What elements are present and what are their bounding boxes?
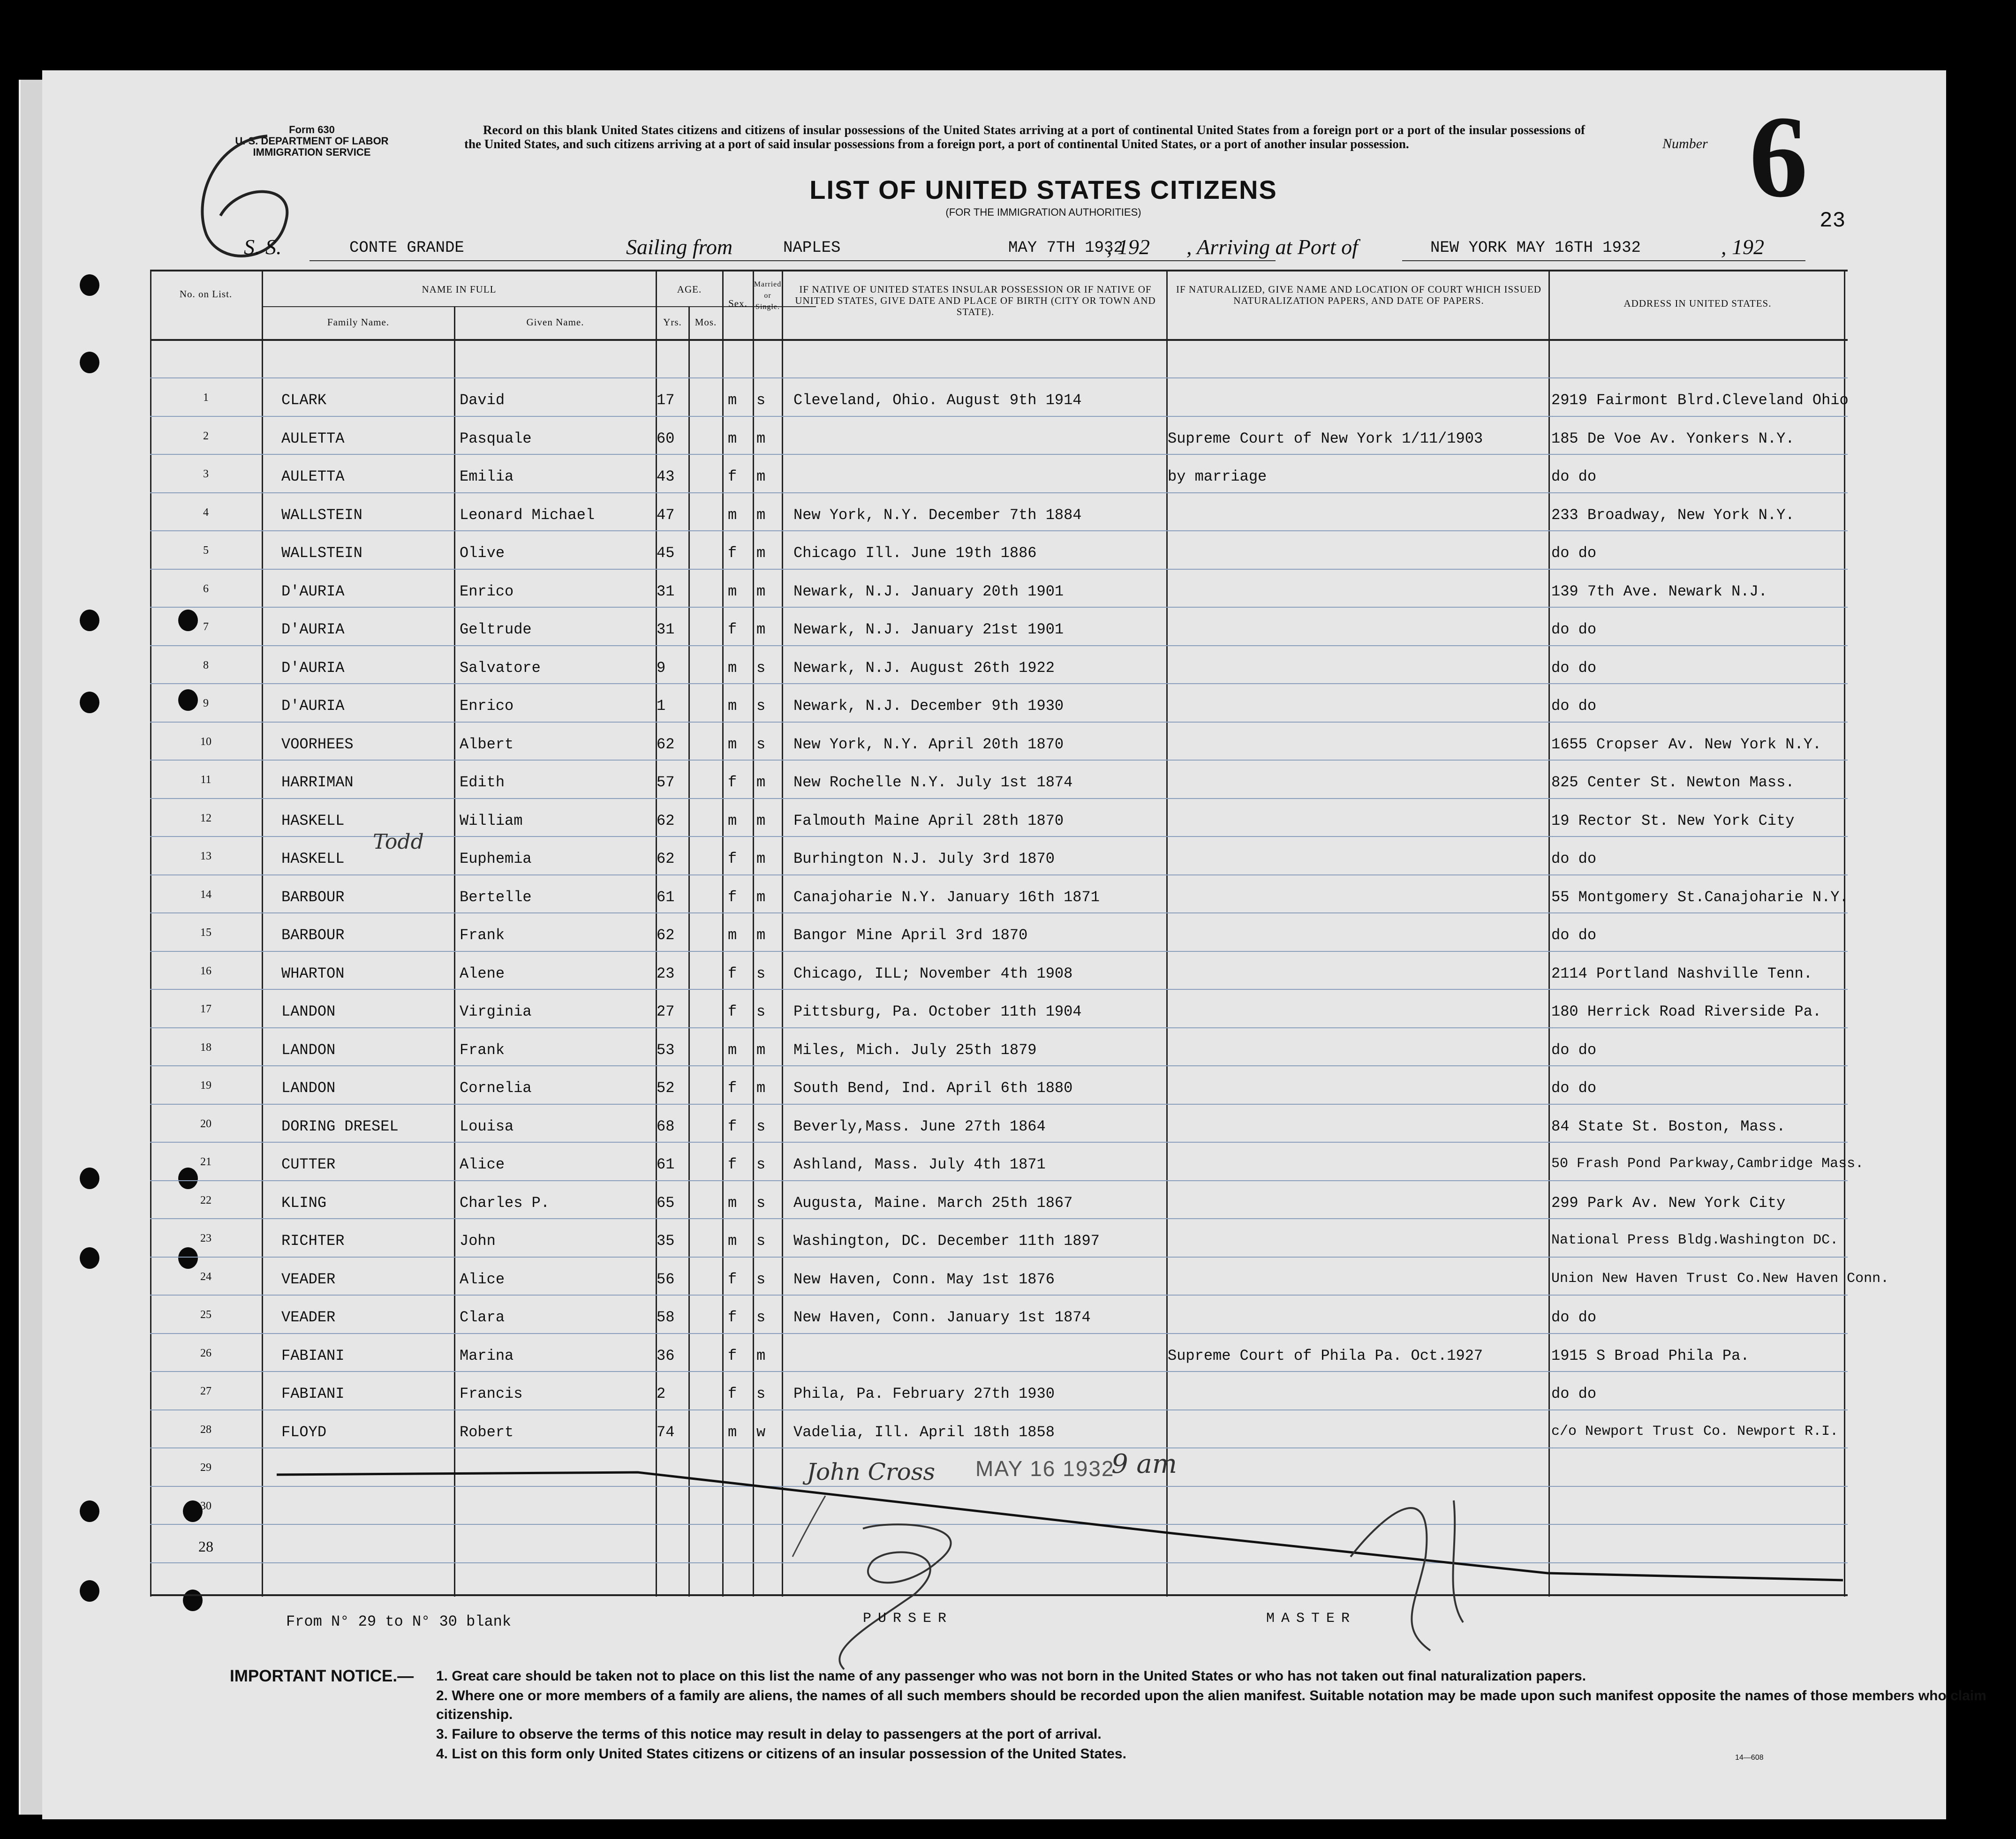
age-years: 45 (657, 544, 675, 562)
marital-status: m (756, 927, 766, 944)
family-name: D'AURIA (281, 582, 345, 600)
marital-status: s (756, 1385, 766, 1402)
us-address: 2114 Portland Nashville Tenn. (1551, 965, 1812, 982)
age-years: 43 (657, 468, 675, 485)
family-name: HASKELL (281, 812, 345, 829)
blank-rows-note: From N° 29 to N° 30 blank (286, 1613, 512, 1630)
us-address: do do (1551, 927, 1597, 944)
row-number: 14 (200, 888, 211, 901)
department: U. S. DEPARTMENT OF LABOR (235, 135, 389, 147)
given-name: Marina (460, 1347, 514, 1364)
birth-place-date: Ashland, Mass. July 4th 1871 (793, 1156, 1046, 1173)
given-name: Enrico (460, 697, 514, 715)
row-number: 8 (203, 659, 209, 671)
age-years: 60 (657, 430, 675, 447)
family-name: CLARK (281, 392, 327, 409)
year-suffix-2: , 192 (1721, 235, 1764, 259)
given-name: Bertelle (460, 888, 532, 906)
sex: f (728, 1347, 737, 1364)
age-years: 57 (657, 774, 675, 791)
marital-status: s (756, 1232, 766, 1250)
age-years: 53 (657, 1041, 675, 1059)
age-years: 36 (657, 1347, 675, 1364)
purser-label: PURSER (863, 1611, 953, 1627)
birth-place-date: New York, N.Y. April 20th 1870 (793, 735, 1064, 753)
us-address: do do (1551, 544, 1597, 562)
family-name: WALLSTEIN (281, 506, 362, 524)
list-number: 6 (1749, 92, 1808, 222)
row-number: 16 (200, 965, 211, 977)
birth-place-date: New Rochelle N.Y. July 1st 1874 (793, 774, 1073, 791)
family-name: CUTTER (281, 1156, 336, 1173)
us-address: 139 7th Ave. Newark N.J. (1551, 582, 1767, 600)
birth-place-date: Phila, Pa. February 27th 1930 (793, 1385, 1055, 1402)
row-number: 9 (203, 697, 209, 709)
family-name: D'AURIA (281, 659, 345, 677)
time-note: 9 am (1111, 1449, 1177, 1479)
header-birth: IF NATIVE OF UNITED STATES INSULAR POSSESSION OR IF NATIVE OF UNITED STATES, GIVE DATE AND PLACE OF BIRTH (CITY OR TOWN AND STATE). (795, 284, 1156, 317)
sex: m (728, 506, 737, 524)
sex: m (728, 735, 737, 753)
age-years: 1 (657, 697, 666, 715)
us-address: 299 Park Av. New York City (1551, 1194, 1786, 1212)
sailing-label: Sailing from (626, 235, 733, 259)
sex: m (728, 659, 737, 677)
marital-status: s (756, 1003, 766, 1020)
form-code: 14—608 (1735, 1754, 1764, 1762)
given-name: Pasquale (460, 430, 532, 447)
family-name: VEADER (281, 1309, 336, 1326)
family-name: DORING DRESEL (281, 1117, 399, 1135)
notice-item: 4. List on this form only United States citizens or citizens of an insular possession of the United States. (436, 1746, 1126, 1762)
birth-place-date: Cleveland, Ohio. August 9th 1914 (793, 392, 1082, 409)
age-years: 31 (657, 621, 675, 638)
age-years: 62 (657, 812, 675, 829)
header-no-on-list: No. on List. (179, 288, 233, 300)
row-number: 20 (200, 1117, 211, 1130)
family-name: AULETTA (281, 430, 345, 447)
given-name: Charles P. (460, 1194, 550, 1212)
row-number: 7 (203, 621, 209, 633)
us-address: 1655 Cropser Av. New York N.Y. (1551, 735, 1822, 753)
row-number: 1 (203, 392, 209, 404)
marital-status: s (756, 735, 766, 753)
marital-status: m (756, 850, 766, 867)
row-number: 15 (200, 927, 211, 939)
family-name: VEADER (281, 1270, 336, 1288)
marital-status: m (756, 621, 766, 638)
given-name: Alene (460, 965, 505, 982)
marital-status: m (756, 582, 766, 600)
us-address: do do (1551, 621, 1597, 638)
row-number: 3 (203, 468, 209, 480)
birth-place-date: Newark, N.J. January 20th 1901 (793, 582, 1064, 600)
marital-status: m (756, 888, 766, 906)
sex: f (728, 621, 737, 638)
birth-place-date: Beverly,Mass. June 27th 1864 (793, 1117, 1046, 1135)
given-name: Geltrude (460, 621, 532, 638)
sex: m (728, 1423, 737, 1441)
birth-place-date: Pittsburg, Pa. October 11th 1904 (793, 1003, 1082, 1020)
given-name: Francis (460, 1385, 523, 1402)
family-name: BARBOUR (281, 888, 345, 906)
given-name: Enrico (460, 582, 514, 600)
marital-status: m (756, 774, 766, 791)
sailing-port: NAPLES (783, 239, 841, 257)
birth-place-date: Washington, DC. December 11th 1897 (793, 1232, 1100, 1250)
notice-item: 2. Where one or more members of a family are aliens, the names of all such members should be recorded upon the alien manifest. Suitable notation may be made upon such manifest opposite the names of those members who claim citizenship. (436, 1688, 1986, 1722)
row-number: 2 (203, 430, 209, 442)
naturalization: by marriage (1168, 468, 1267, 485)
us-address: National Press Bldg.Washington DC. (1551, 1232, 1839, 1248)
us-address: 2919 Fairmont Blrd.Cleveland Ohio (1551, 392, 1849, 409)
naturalization: Supreme Court of New York 1/11/1903 (1168, 430, 1483, 447)
sex: m (728, 812, 737, 829)
marital-status: s (756, 1117, 766, 1135)
sex: f (728, 1270, 737, 1288)
arrival-stamp: MAY 16 1932 (975, 1456, 1115, 1481)
arriving-label: , Arriving at Port of (1186, 235, 1358, 259)
given-name: Alice (460, 1270, 505, 1288)
row-number: 24 (200, 1270, 211, 1283)
sex: f (728, 1003, 737, 1020)
year-suffix-1: , 192 (1107, 235, 1150, 259)
family-name: FLOYD (281, 1423, 327, 1441)
birth-place-date: New Haven, Conn. January 1st 1874 (793, 1309, 1091, 1326)
us-address: do do (1551, 659, 1597, 677)
sex: f (728, 850, 737, 867)
family-name: WHARTON (281, 965, 345, 982)
age-years: 62 (657, 927, 675, 944)
header-married: Married or Single. (754, 280, 782, 311)
marital-status: w (756, 1423, 766, 1441)
given-name: Olive (460, 544, 505, 562)
sex: m (728, 392, 737, 409)
family-name: LANDON (281, 1003, 336, 1020)
given-name: William (460, 812, 523, 829)
marital-status: s (756, 697, 766, 715)
header-mos: Mos. (695, 317, 717, 328)
stamp-number: 23 (1820, 209, 1846, 233)
family-name: FABIANI (281, 1347, 345, 1364)
row-number: 13 (200, 850, 211, 862)
given-name: Frank (460, 1041, 505, 1059)
number-label: Number (1662, 136, 1708, 151)
header-family-name: Family Name. (327, 317, 390, 328)
sex: f (728, 1385, 737, 1402)
birth-place-date: New Haven, Conn. May 1st 1876 (793, 1270, 1055, 1288)
family-name: BARBOUR (281, 927, 345, 944)
us-address: do do (1551, 1309, 1597, 1326)
birth-place-date: Newark, N.J. August 26th 1922 (793, 659, 1055, 677)
age-years: 65 (657, 1194, 675, 1212)
sex: m (728, 697, 737, 715)
marital-status: s (756, 392, 766, 409)
sex: f (728, 468, 737, 485)
row-number: 23 (200, 1232, 211, 1244)
marital-status: m (756, 544, 766, 562)
age-years: 35 (657, 1232, 675, 1250)
header-yrs: Yrs. (663, 317, 682, 328)
marital-status: m (756, 1347, 766, 1364)
given-name: Clara (460, 1309, 505, 1326)
birth-place-date: Miles, Mich. July 25th 1879 (793, 1041, 1037, 1059)
marital-status: s (756, 1309, 766, 1326)
row-number: 6 (203, 582, 209, 595)
us-address: 55 Montgomery St.Canajoharie N.Y. (1551, 888, 1849, 906)
birth-place-date: Vadelia, Ill. April 18th 1858 (793, 1423, 1055, 1441)
master-label: MASTER (1266, 1611, 1357, 1627)
page-title: LIST OF UNITED STATES CITIZENS (809, 175, 1277, 204)
us-address: c/o Newport Trust Co. Newport R.I. (1551, 1423, 1839, 1440)
sex: f (728, 1309, 737, 1326)
us-address: do do (1551, 468, 1597, 485)
age-years: 74 (657, 1423, 675, 1441)
birth-place-date: Canajoharie N.Y. January 16th 1871 (793, 888, 1100, 906)
todd-note: Todd (373, 830, 424, 854)
given-name: Emilia (460, 468, 514, 485)
marital-status: s (756, 1270, 766, 1288)
marital-status: s (756, 1156, 766, 1173)
us-address: 84 State St. Boston, Mass. (1551, 1117, 1786, 1135)
age-years: 31 (657, 582, 675, 600)
age-years: 56 (657, 1270, 675, 1288)
row-number: 10 (200, 735, 211, 748)
age-years: 62 (657, 735, 675, 753)
row-number: 11 (200, 774, 211, 786)
row-number: 26 (200, 1347, 211, 1359)
family-name: FABIANI (281, 1385, 345, 1402)
family-name: RICHTER (281, 1232, 345, 1250)
us-address: 825 Center St. Newton Mass. (1551, 774, 1795, 791)
header-sex: Sex. (728, 298, 748, 309)
sex: m (728, 1194, 737, 1212)
us-address: do do (1551, 1041, 1597, 1059)
sex: m (728, 582, 737, 600)
age-years: 62 (657, 850, 675, 867)
marital-status: m (756, 468, 766, 485)
sex: f (728, 1117, 737, 1135)
family-name: LANDON (281, 1041, 336, 1059)
header-given-name: Given Name. (526, 317, 584, 328)
given-name: Edith (460, 774, 505, 791)
row-number: 30 (200, 1500, 211, 1512)
row-number: 29 (200, 1462, 211, 1474)
birth-place-date: New York, N.Y. December 7th 1884 (793, 506, 1082, 524)
sex: f (728, 965, 737, 982)
page-subtitle: (FOR THE IMMIGRATION AUTHORITIES) (945, 206, 1141, 218)
family-name: VOORHEES (281, 735, 354, 753)
given-name: Cornelia (460, 1079, 532, 1097)
age-years: 27 (657, 1003, 675, 1020)
given-name: Albert (460, 735, 514, 753)
sex: m (728, 430, 737, 447)
row-number: 17 (200, 1003, 211, 1015)
sex: f (728, 774, 737, 791)
family-name: D'AURIA (281, 697, 345, 715)
age-years: 68 (657, 1117, 675, 1135)
family-name: HASKELL (281, 850, 345, 867)
ss-label: S. S. (244, 235, 282, 259)
passenger-total: 28 (198, 1538, 213, 1555)
row-number: 19 (200, 1079, 211, 1092)
sex: m (728, 927, 737, 944)
given-name: Euphemia (460, 850, 532, 867)
notice-item: 3. Failure to observe the terms of this notice may result in delay to passengers at the port of arrival. (436, 1726, 1102, 1742)
sex: f (728, 1079, 737, 1097)
marital-status: m (756, 430, 766, 447)
us-address: 180 Herrick Road Riverside Pa. (1551, 1003, 1822, 1020)
us-address: 50 Frash Pond Parkway,Cambridge Mass. (1551, 1156, 1864, 1172)
family-name: HARRIMAN (281, 774, 354, 791)
age-years: 17 (657, 392, 675, 409)
given-name: Alice (460, 1156, 505, 1173)
birth-place-date: Burhington N.J. July 3rd 1870 (793, 850, 1055, 867)
row-number: 21 (200, 1156, 211, 1168)
row-number: 12 (200, 812, 211, 824)
family-name: AULETTA (281, 468, 345, 485)
us-address: do do (1551, 1079, 1597, 1097)
notice-item: 1. Great care should be taken not to place on this list the name of any passenger who was not born in the United States or who has not taken out final naturalization papers. (436, 1668, 1586, 1684)
sex: m (728, 1232, 737, 1250)
birth-place-date: South Bend, Ind. April 6th 1880 (793, 1079, 1073, 1097)
given-name: Frank (460, 927, 505, 944)
sailing-date: MAY 7TH 1932 (1008, 239, 1123, 257)
row-number: 5 (203, 544, 209, 557)
row-number: 18 (200, 1041, 211, 1054)
us-address: do do (1551, 850, 1597, 867)
inspector-signature: John Cross (807, 1458, 936, 1485)
arriving-port: NEW YORK MAY 16TH 1932 (1430, 239, 1641, 257)
birth-place-date: Bangor Mine April 3rd 1870 (793, 927, 1028, 944)
marital-status: s (756, 1194, 766, 1212)
age-years: 58 (657, 1309, 675, 1326)
row-number: 22 (200, 1194, 211, 1206)
us-address: 1915 S Broad Phila Pa. (1551, 1347, 1750, 1364)
birth-place-date: Chicago Ill. June 19th 1886 (793, 544, 1037, 562)
service: IMMIGRATION SERVICE (253, 146, 371, 158)
age-years: 47 (657, 506, 675, 524)
marital-status: m (756, 506, 766, 524)
marital-status: m (756, 812, 766, 829)
family-name: D'AURIA (281, 621, 345, 638)
us-address: do do (1551, 697, 1597, 715)
birth-place-date: Chicago, ILL; November 4th 1908 (793, 965, 1073, 982)
us-address: do do (1551, 1385, 1597, 1402)
us-address: 19 Rector St. New York City (1551, 812, 1795, 829)
sex: m (728, 1041, 737, 1059)
given-name: Leonard Michael (460, 506, 595, 524)
given-name: Virginia (460, 1003, 532, 1020)
notice-heading: IMPORTANT NOTICE.— (230, 1667, 414, 1685)
marital-status: m (756, 1079, 766, 1097)
family-name: KLING (281, 1194, 327, 1212)
age-years: 61 (657, 888, 675, 906)
given-name: Robert (460, 1423, 514, 1441)
given-name: Louisa (460, 1117, 514, 1135)
given-name: David (460, 392, 505, 409)
birth-place-date: Falmouth Maine April 28th 1870 (793, 812, 1064, 829)
age-years: 61 (657, 1156, 675, 1173)
given-name: Salvatore (460, 659, 541, 677)
header-address: ADDRESS IN UNITED STATES. (1623, 298, 1772, 309)
row-number: 4 (203, 506, 209, 519)
header-name-in-full: NAME IN FULL (422, 284, 497, 295)
age-years: 23 (657, 965, 675, 982)
sex: f (728, 888, 737, 906)
birth-place-date: Augusta, Maine. March 25th 1867 (793, 1194, 1073, 1212)
ship-name: CONTE GRANDE (349, 239, 464, 257)
row-number: 25 (200, 1309, 211, 1321)
birth-place-date: Newark, N.J. January 21st 1901 (793, 621, 1064, 638)
family-name: WALLSTEIN (281, 544, 362, 562)
us-address: 185 De Voe Av. Yonkers N.Y. (1551, 430, 1795, 447)
sex: f (728, 544, 737, 562)
row-number: 27 (200, 1385, 211, 1397)
marital-status: m (756, 1041, 766, 1059)
age-years: 52 (657, 1079, 675, 1097)
birth-place-date: Newark, N.J. December 9th 1930 (793, 697, 1064, 715)
marital-status: s (756, 965, 766, 982)
form-number: Form 630 (289, 124, 335, 136)
form-instructions: Record on this blank United States citizens and citizens of insular possessions of the United States arriving at a port of continental United States from a foreign port or a port of the insular possessions of the United States, and such citizens arriving at a port of said insular possessions from a foreign port, a port of continental United States, or a port of another insular possession. (464, 123, 1585, 151)
row-number: 28 (200, 1423, 211, 1436)
marital-status: s (756, 659, 766, 677)
header-age: AGE. (677, 284, 702, 295)
age-years: 2 (657, 1385, 666, 1402)
age-years: 9 (657, 659, 666, 677)
us-address: 233 Broadway, New York N.Y. (1551, 506, 1795, 524)
header-naturalized: IF NATURALIZED, GIVE NAME AND LOCATION OF COURT WHICH ISSUED NATURALIZATION PAPERS, AND DATE OF PAPERS. (1176, 284, 1541, 306)
us-address: Union New Haven Trust Co.New Haven Conn. (1551, 1270, 1889, 1287)
given-name: John (460, 1232, 496, 1250)
family-name: LANDON (281, 1079, 336, 1097)
sex: f (728, 1156, 737, 1173)
naturalization: Supreme Court of Phila Pa. Oct.1927 (1168, 1347, 1483, 1364)
